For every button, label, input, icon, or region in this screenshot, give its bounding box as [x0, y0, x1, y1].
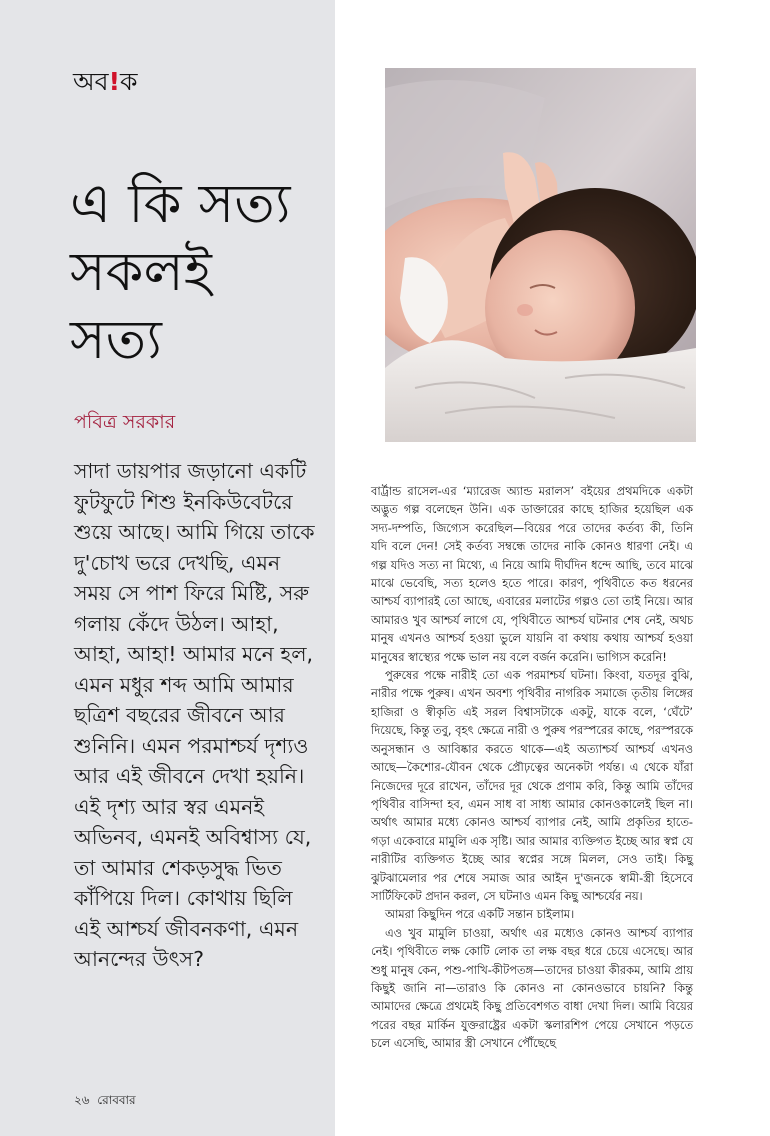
baby-photo: [385, 68, 696, 442]
article-body: [371, 482, 693, 1053]
section-label-bang: !: [108, 67, 120, 96]
headline-line-3: সত্য: [70, 308, 162, 371]
body-paragraph: এও খুব মামুলি চাওয়া, অর্থাৎ এর মধ্যেও কোনও আশ্চর্য ব্যাপার নেই। পৃথিবীতে লক্ষ কোটি লোক তা লক্ষ বছর ধরে চেয়ে এসেছে। আর শুধু মানুষ কেন, পশু-পাখি-কীটপতঙ্গ—তাদের চাওয়া কীরকম, আমি প্রায় কিছুই জানি না—তারাও কি কোনও না কোনওভাবে চায়নি? কিন্তু আমাদের ক্ষেত্রে প্রথমেই কিছু প্রতিবেশগত বাধা দেখা দিল। আমি বিয়ের পরের বছর মার্কিন যুক্তরাষ্ট্রের একটা স্কলারশিপ পেয়ে সেখানে পড়তে চলে এসেছি, আমার স্ত্রী সেখানে পৌঁছেছে: [371, 925, 693, 1051]
magazine-name: রোববার: [97, 1093, 136, 1107]
intro-paragraph: [74, 456, 322, 975]
body-paragraph: পুরুষের পক্ষে নারীই তো এক পরমাশ্চর্য ঘটনা। কিংবা, যতদূর বুঝি, নারীর পক্ষে পুরুষ। এখন অবশ্য পৃথিবীর নাগরিক সমাজে তৃতীয় লিঙ্গের হাজিরা ও স্বীকৃতি এই সরল বিশ্বাসটাকে একটু, যাকে বলে, ‘ঘেঁটে’ দিয়েছে, কিন্তু তবু, বৃহৎ ক্ষেত্রে নারী ও পুরুষ পরস্পরের কাছে, পরস্পরকে অনুসন্ধান ও আবিষ্কার করতে থাকে—এই অত্যাশ্চর্য আশ্চর্য এখনও আছে—কৈশোর-যৌবন থেকে প্রৌঢ়ত্বের অনেকটা পর্যন্ত। এ থেকে যাঁরা নিজেদের দূরে রাখেন, তাঁদের দূর থেকে প্রণাম করি, কিন্তু আমি তাঁদের পৃথিবীর বাসিন্দা হব, এমন সাধ বা সাধ্য আমার কোনওকালেই ছিল না। অর্থাৎ আমার মধ্যে কোনও আশ্চর্য ব্যাপার নেই, আমি প্রকৃতির হাতে-গড়া একেবারে মামুলি এক সৃষ্টি। আর আমার ব্যক্তিগত ইচ্ছে আর স্বপ্ন যে নারীটির ব্যক্তিগত ইচ্ছে আর স্বপ্নের সঙ্গে মিলল, সেও তাই। কিছু ঝুটঝামেলার পর শেষে সমাজ আর আইন দু'জনকে স্বামী-স্ত্রী হিসেবে সার্টিফিকেট প্রদান করল, সে ঘটনাও এমন কিছু আশ্চর্যের নয়।: [371, 668, 693, 903]
headline-line-1: এ কি সত্য: [70, 172, 291, 235]
intro-text: সাদা ডায়পার জড়ানো একটি ফুটফুটে শিশু ইনকিউবেটরে শুয়ে আছে। আমি গিয়ে তাকে দু'চোখ ভরে দেখছি, এমন সময় সে পাশ ফিরে মিষ্টি, সরু গলায় কেঁদে উঠল। আহা, আহা, আহা! আমার মনে হল, এমন মধুর শব্দ আমি আমার ছত্রিশ বছরের জীবনে আর শুনিনি। এমন পরমাশ্চর্য দৃশ্যও আর এই জীবনে দেখা হয়নি। এই দৃশ্য আর স্বর এমনই অভিনব, এমনই অবিশ্বাস্য যে, তা আমার শেকড়সুদ্ধ ভিত কাঁপিয়ে দিল। কোথায় ছিলি এই আশ্চর্য জীবনকণা, এমন আনন্দের উৎস?: [74, 459, 315, 971]
section-label: [73, 62, 137, 105]
body-paragraph: আমরা কিছুদিন পরে একটি সন্তান চাইলাম।: [385, 907, 575, 922]
section-label-after: ক: [119, 67, 138, 96]
headline-line-2: সকলই: [70, 240, 212, 303]
headline: [70, 170, 330, 374]
page-number: ২৬: [74, 1093, 90, 1107]
baby-photo-illustration: [385, 68, 696, 442]
author-byline: পবিত্র সরকার: [74, 411, 176, 433]
body-paragraph: বার্ট্রান্ড রাসেল-এর ‘ম্যারেজ অ্যান্ড মরালস’ বইয়ের প্রথমদিকে একটা অদ্ভুত গল্প বলেছেন উনি। এক ডাক্তারের কাছে হাজির হয়েছিল এক সদ্য-দম্পতি, জিগ্যেস করেছিল—বিয়ের পরে তাদের কর্তব্য কী, তিনি যদি বলে দেন! সেই কর্তব্য সম্বন্ধে তাদের নাকি কোনও ধারণা নেই। এ গল্প যদিও সত্য না মিথ্যে, এ নিয়ে আমি দীর্ঘদিন ধন্দে আছি, তবে মাঝে মাঝে ভেবেছি, সত্য হলেও হতে পারে। কারণ, পৃথিবীতে কত ধরনের আশ্চর্য ব্যাপারই তো আছে, এবারের মলাটের গল্পও তো তাই নিয়ে। আর আমারও খুব আশ্চর্য লাগে যে, পৃথিবীতে আশ্চর্য ঘটনার শেষ নেই, অথচ মানুষ এখনও আশ্চর্য হওয়া ভুলে যায়নি বা কথায় কথায় আশ্চর্য হওয়া মানুষের স্বাস্থ্যের পক্ষে ভাল নয় বলে বর্জন করেনি। ভাগ্যিস করেনি!: [371, 484, 693, 664]
section-label-before: অব: [73, 67, 109, 96]
page-footer: [74, 1092, 136, 1112]
